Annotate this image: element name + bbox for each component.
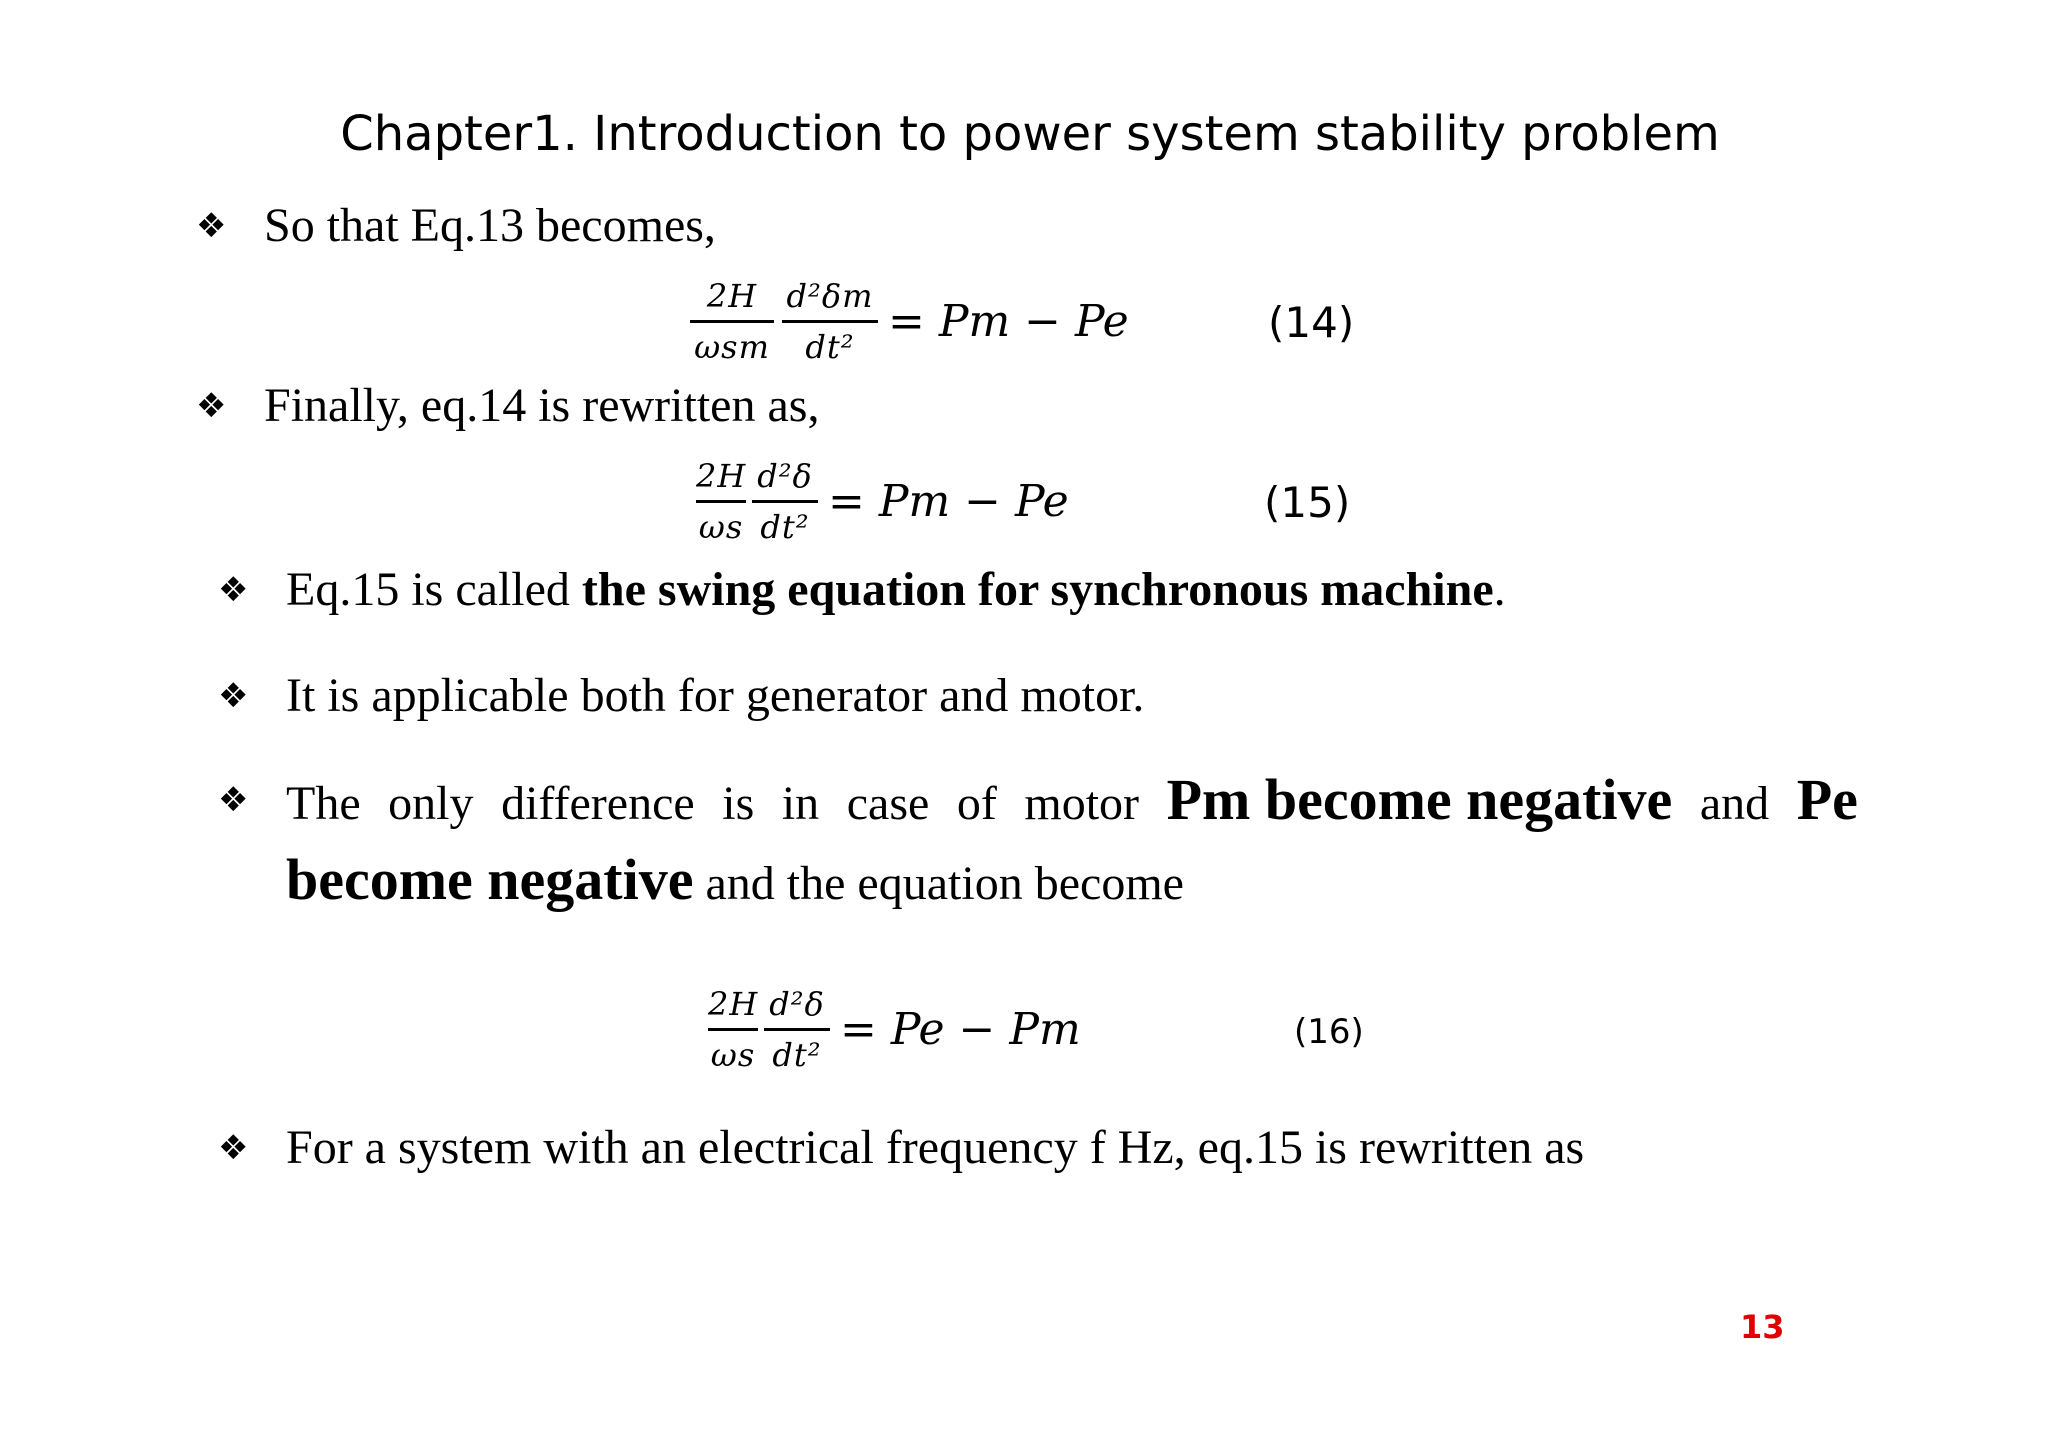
fraction-d2-delta-over-dt2	[764, 984, 830, 1075]
fraction-2h-over-omega-s	[708, 984, 758, 1075]
fraction-numerator: d²δm	[786, 277, 874, 315]
fraction-bar	[708, 1028, 758, 1031]
fraction-d2-delta-m-over-dt2	[782, 276, 878, 367]
fraction-d2-delta-over-dt2	[752, 456, 818, 547]
word: in	[781, 777, 820, 830]
fraction-numerator: 2H	[708, 985, 759, 1023]
fraction-numerator: 2H	[706, 277, 758, 315]
fraction-numerator: 2H	[696, 457, 747, 495]
fraction-2h-over-omega-sm	[690, 276, 774, 367]
fraction-bar	[690, 320, 774, 323]
bullet-text-tail: and the equation become	[705, 857, 1184, 910]
fraction-denominator: dt²	[805, 328, 855, 366]
diamond-bullet-icon: ❖	[218, 780, 249, 820]
equation-right-hand-side: = Pm − Pe	[888, 296, 1129, 347]
fraction-bar	[752, 500, 818, 503]
bullet-text	[286, 560, 1506, 620]
equation-14	[690, 276, 1370, 376]
bullet-text: It is applicable both for generator and motor.	[286, 669, 1145, 722]
bullet-text: For a system with an electrical frequency f Hz, eq.15 is rewritten as	[286, 1121, 1585, 1174]
fraction-numerator: d²δ	[757, 457, 813, 495]
diamond-bullet-icon: ❖	[218, 570, 249, 610]
fraction-denominator: ωsm	[694, 328, 770, 366]
slide-title: Chapter1. Introduction to power system stability problem	[340, 106, 1720, 162]
equation-number: (14)	[1268, 298, 1355, 347]
fraction-2h-over-omega-s	[696, 456, 746, 547]
bullet-text-line-2	[286, 847, 1184, 914]
fraction-bar	[782, 320, 878, 323]
fraction-bar	[696, 500, 746, 503]
equation-right-hand-side: = Pe − Pm	[840, 1004, 1081, 1055]
equation-right-hand-side: = Pm − Pe	[828, 476, 1069, 527]
word: The	[286, 777, 361, 830]
bullet-text-bold: the swing equation for synchronous machine	[581, 563, 1494, 616]
emphasis-become-negative: become negative	[286, 847, 694, 912]
emphasis-pm-become-negative: Pm become negative	[1166, 767, 1673, 832]
bullet-text: So that Eq.13 becomes,	[264, 199, 716, 252]
word: only	[388, 777, 474, 830]
diamond-bullet-icon: ❖	[196, 386, 227, 426]
bullet-text-period: .	[1493, 563, 1506, 616]
diamond-bullet-icon: ❖	[196, 206, 227, 246]
word: is	[722, 777, 755, 830]
fraction-denominator: dt²	[772, 1036, 822, 1074]
diamond-bullet-icon: ❖	[218, 676, 249, 716]
word: of	[956, 777, 997, 830]
word: and	[1699, 777, 1770, 830]
fraction-denominator: dt²	[760, 508, 810, 546]
equation-number: (15)	[1264, 478, 1351, 527]
fraction-denominator: ωs	[710, 1036, 756, 1074]
diamond-bullet-icon: ❖	[218, 1128, 249, 1168]
equation-number: (16)	[1294, 1012, 1364, 1052]
word: motor	[1024, 777, 1140, 830]
fraction-numerator: d²δ	[769, 985, 825, 1023]
emphasis-pe: Pe	[1796, 767, 1858, 832]
bullet-text-line-1	[286, 767, 1858, 834]
equation-15	[696, 456, 1376, 556]
word: difference	[501, 777, 695, 830]
equation-16	[708, 984, 1388, 1084]
fraction-denominator: ωs	[698, 508, 744, 546]
fraction-bar	[764, 1028, 830, 1031]
word: case	[846, 777, 930, 830]
bullet-text: Finally, eq.14 is rewritten as,	[264, 379, 820, 432]
page-number: 13	[1740, 1308, 1785, 1346]
bullet-text-plain: Eq.15 is called	[286, 563, 582, 616]
